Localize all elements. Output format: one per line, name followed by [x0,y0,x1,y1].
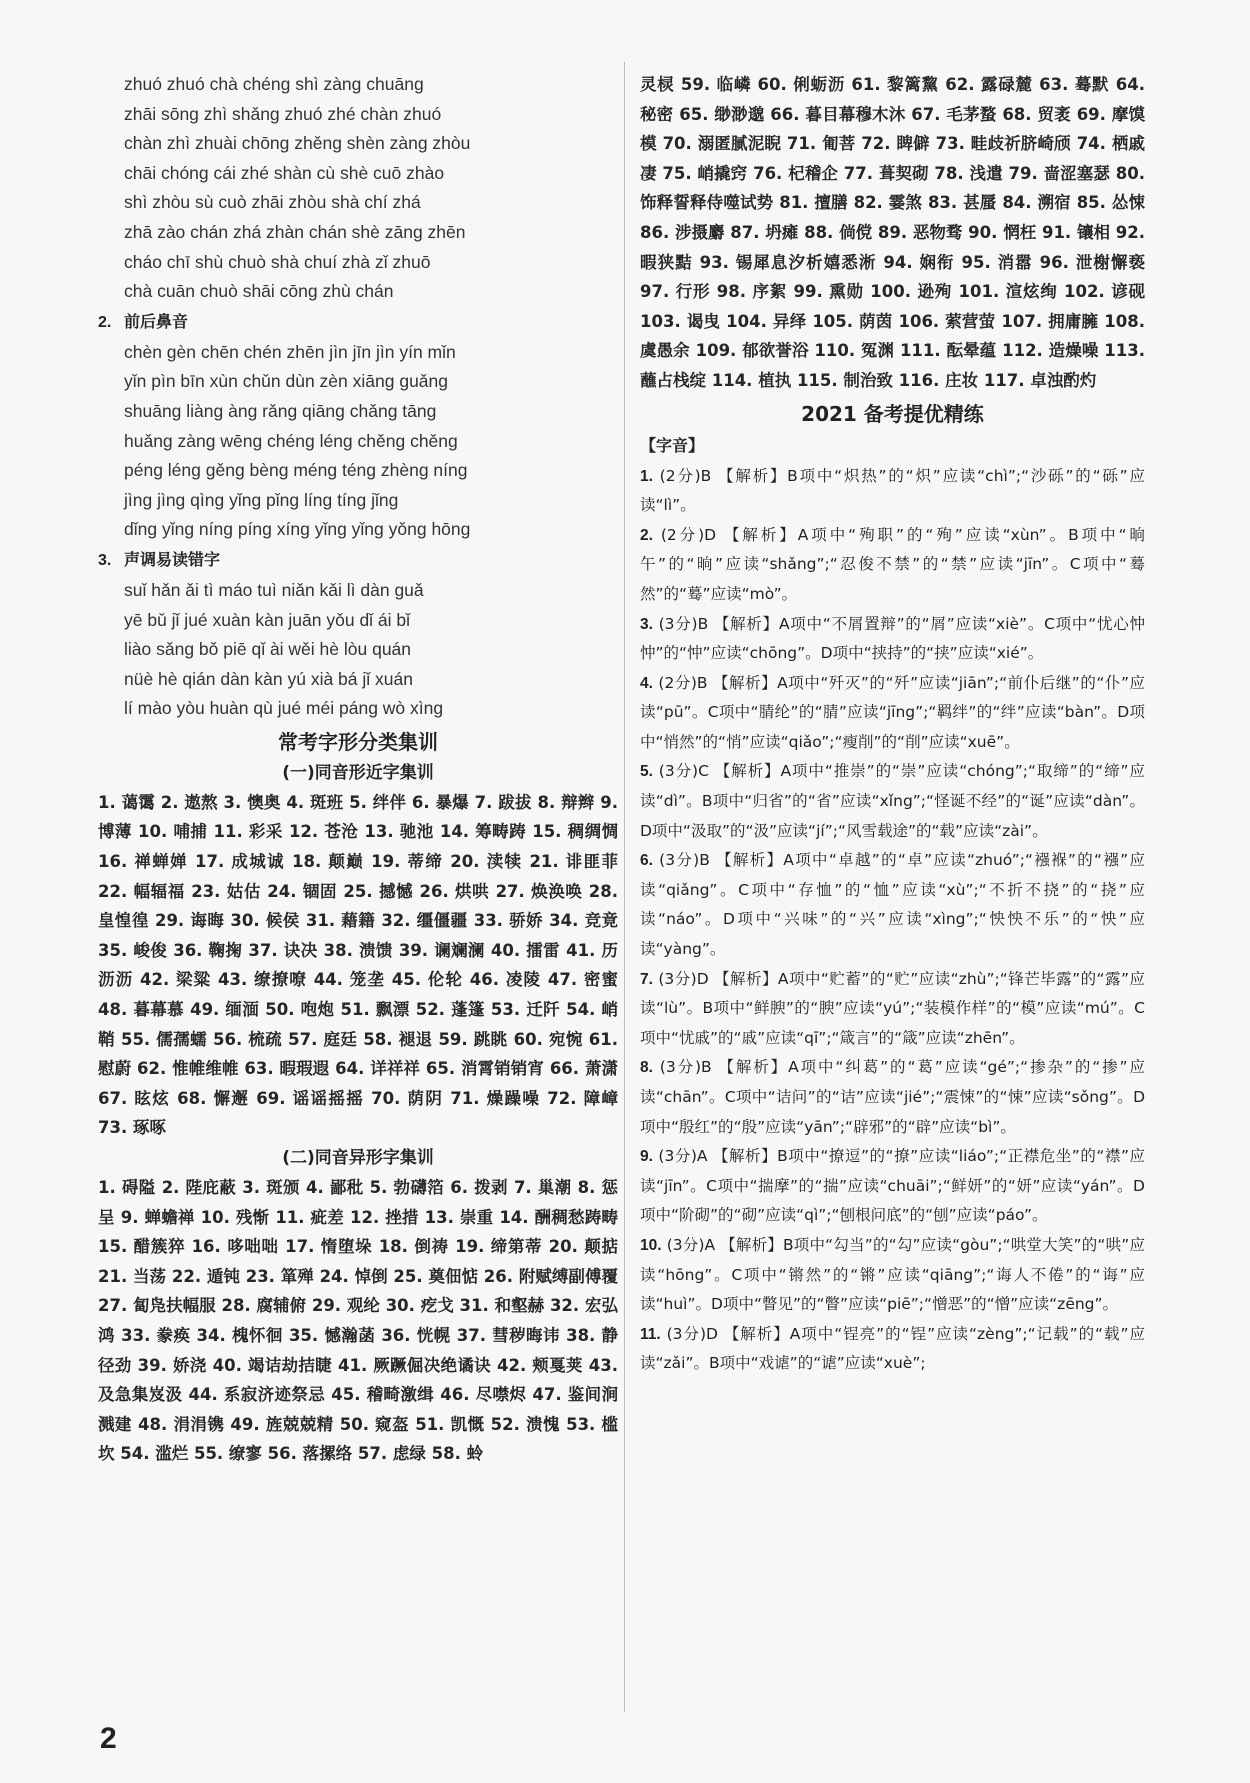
pinyin-block-nasal [98,338,618,545]
question-body: (3分)D 【解析】A项中“贮蓄”的“贮”应读“zhù”;“锋芒毕露”的“露”应读“lù”。B项中“鲜腴”的“腴”应读“yú”;“装模作样”的“模”应读“mú”。C项中“忧戚”的“戚”应读“qī”;“箴言”的“箴”应读“zhēn”。 [640,969,1145,1047]
question-body: (2分)D 【解析】A项中“殉职”的“殉”应读“xùn”。B项中“晌午”的“晌”应读“shǎng”;“忍俊不禁”的“禁”应读“jīn”。C项中“蓦然”的“蓦”应读“mò”。 [640,525,1145,603]
question-body: (3分)A 【解析】B项中“勾当”的“勾”应读“gòu”;“哄堂大笑”的“哄”应读“hōng”。C项中“锵然”的“锵”应读“qiāng”;“诲人不倦”的“诲”应读“huì”。D项中“瞥见”的“瞥”应读“piē”;“憎恶”的“憎”应读“zēng”。 [640,1235,1145,1314]
pinyin-line: yē bǔ jǐ jué xuàn kàn juān yǒu dǐ ái bǐ [124,609,411,630]
pinyin-line: chāi chóng cái zhé shàn cù shè cuō zhào [124,162,445,183]
question-number: 5. [640,763,653,781]
pinyin-line: zhāi sōng zhì shǎng zhuó zhé chàn zhuó [124,103,442,124]
section-heading: 2021 备考提优精练 [801,401,984,426]
pinyin-line: chàn zhì zhuài chōng zhěng shèn zàng zhòu [124,133,471,154]
question-number: 1. [640,467,653,485]
answers-homophone-similar: 1. 蔼霭 2. 遨熬 3. 懊奥 4. 斑班 5. 绊伴 6. 暴爆 7. 跋拔 8. 辩辫 9. 博薄 10. 哺捕 11. 彩采 12. 苍沧 13. 驰池 14. 筹畴踌 15. 稠绸惆 16. 禅蝉婵 17. 成城诚 18. 颠巅 19. 蒂缔 20. 渎犊 21. 诽匪菲 22. 幅辐福 23. 姑估 24. 锢固 25. 撼憾 26. 烘哄 27. 焕涣唤 28. 皇惶徨 29. 诲晦 30. 候侯 31. 藉籍 32. 缰僵疆 33. 骄娇 34. 竞竟 35. 峻俊 36. 鞠掬 37. 诀决 38. 溃馈 39. 谰斓澜 40. 擂雷 41. 历沥沥 42. 梁粱 43. 缭撩嘹 44. 笼垄 45. 伦轮 46. 凌陵 47. 密蜜 48. 暮幕慕 49. 缅湎 50. 咆炮 51. 飘漂 52. 蓬篷 53. 迁阡 54. 峭鞘 55. 儒孺蠕 56. 梳疏 57. 庭廷 58. 褪退 59. 跳眺 60. 宛惋 61. 慰蔚 62. 惟帷维帷 63. 暇瑕遐 64. 详祥祥 65. 消霄销销宵 66. 萧潇 67. 眩炫 68. 懈邂 69. 谣谣摇摇 70. 荫阴 71. 燥躁噪 72. 障嶂 73. 琢啄 [98,792,618,1138]
question-body: (3分)B 【解析】A项中“不屑置辩”的“屑”应读“xiè”。C项中“忧心忡忡”的“忡”应读“chōng”。D项中“挟持”的“挟”应读“xié”。 [640,614,1145,663]
sub-heading-homophone-similar: (一)同音形近字集训 [282,762,434,783]
question-answer [640,610,1145,669]
right-column [640,70,1145,1379]
pinyin-line: cháo chī shù chuò shà chuí zhà zǐ zhuō [124,251,431,272]
question-answer [640,757,1145,846]
column-divider [624,62,625,1712]
pinyin-block-retroflex [98,70,618,307]
page-number: 2 [100,1722,117,1755]
question-body: (2分)B 【解析】B项中“炽热”的“炽”应读“chì”;“沙砾”的“砾”应读“lì”。 [640,466,1145,515]
question-answer [640,462,1145,521]
answers-homophone-different: 1. 碍隘 2. 陛庇蔽 3. 斑颁 4. 鄙秕 5. 勃礴箔 6. 拨剥 7. 巢潮 8. 惩呈 9. 蝉蟾禅 10. 残惭 11. 疵差 12. 挫措 13. 崇重 14. 酬稠愁踌畴 15. 醋簇猝 16. 哆咄咄 17. 惰堕垛 18. 倒祷 19. 缔第蒂 20. 颠掂 21. 当荡 22. 遁钝 23. 箪殚 24. 悼倒 25. 奠佃惦 26. 附赋缚副傅覆 27. 匐凫扶幅服 28. 腐辅俯 29. 观纶 30. 疙戈 31. 和壑赫 32. 宏弘鸿 33. 豢痪 34. 槐怀徊 35. 憾瀚菡 36. 恍幌 37. 彗秽晦讳 38. 静径劲 39. 娇浇 40. 竭诘劫拮睫 41. 厥蹶倔决绝谲诀 42. 颊戛荚 43. 及急集岌汲 44. 系寂济迹祭忌 45. 稽畸激缉 46. 尽噤烬 47. 鉴间涧溅建 48. 涓涓镌 49. 旌兢兢精 50. 窥盔 51. 凯慨 52. 溃愧 53. 槛坎 54. 滥烂 55. 缭寥 56. 落摞络 57. 虑绿 58. 蛉 [98,1178,618,1464]
question-number: 9. [640,1148,653,1166]
pinyin-line: huǎng zàng wēng chéng léng chěng chěng [124,430,458,451]
pinyin-line: shì zhòu sù cuò zhāi zhòu shà chí zhá [124,192,421,213]
pinyin-line: yǐn pìn bīn xùn chǔn dùn zèn xiāng guǎng [124,371,448,392]
sub-heading-homophone-different: (二)同音异形字集训 [282,1148,434,1168]
question-number: 3. [640,615,653,633]
left-column [98,70,618,1469]
pinyin-line: shuāng liàng àng rǎng qiāng chǎng tāng [124,400,437,421]
question-answer [640,669,1145,758]
pinyin-line: nüè hè qián dàn kàn yú xià bá jǐ xuán [124,668,413,689]
question-number: 10. [640,1236,662,1254]
pinyin-line: péng léng gěng bèng méng téng zhèng níng [124,460,468,481]
section-nasal-heading: 2. 前后鼻音 [98,311,189,331]
question-answer [640,965,1145,1054]
question-number: 11. [640,1325,661,1343]
pinyin-line: zhuó zhuó chà chéng shì zàng chuāng [124,74,424,94]
pinyin-line: lí mào yòu huàn qù jué méi páng wò xìng [124,698,444,719]
question-body: (3分)B 【解析】A项中“纠葛”的“葛”应读“gé”;“掺杂”的“掺”应读“chān”。C项中“诘问”的“诘”应读“jié”;“震悚”的“悚”应读“sǒng”。D项中“殷红”的“殷”应读“yān”;“辟邪”的“辟”应读“bì”。 [640,1058,1145,1136]
question-answer [640,846,1145,964]
pinyin-line: zhā zào chán zhá zhàn chán shè zāng zhēn [124,221,466,242]
pinyin-line: dǐng yǐng níng píng xíng yǐng yǐng yǒng hōng [124,519,471,540]
question-number: 7. [640,970,653,988]
question-body: (3分)A 【解析】B项中“撩逗”的“撩”应读“liáo”;“正襟危坐”的“襟”应读“jīn”。C项中“揣摩”的“揣”应读“chuāi”;“鲜妍”的“妍”应读“yán”。D项中“阶砌”的“砌”应读“qì”;“刨根问底”的“刨”应读“páo”。 [640,1147,1145,1225]
section-tone-heading: 3. 声调易读错字 [98,549,221,569]
pinyin-line: chèn gèn chēn chén zhēn jìn jīn jìn yín mǐn [124,341,456,362]
main-heading: 常考字形分类集训 [278,729,438,754]
pinyin-line: suǐ hǎn ǎi tì máo tuì niǎn kǎi lì dàn guǎ [124,579,424,600]
question-number: 8. [640,1059,653,1077]
question-answer [640,521,1145,610]
question-number: 2. [640,526,653,544]
question-body: (3分)B 【解析】A项中“卓越”的“卓”应读“zhuó”;“襁褓”的“襁”应读“qiǎng”。C项中“存恤”的“恤”应读“xù”;“不折不挠”的“挠”应读“náo”。D项中“兴味”的“兴”应读“xìng”;“怏怏不乐”的“怏”应读“yàng”。 [640,851,1145,959]
question-answer [640,1231,1145,1320]
question-body: (2分)B 【解析】A项中“歼灭”的“歼”应读“jiān”;“前仆后继”的“仆”应读“pū”。C项中“腈纶”的“腈”应读“jīng”;“羁绊”的“绊”应读“bàn”。D项中“悄然”的“悄”应读“qiǎo”;“瘦削”的“削”应读“xuē”。 [640,673,1145,751]
pinyin-line: jìng jìng qìng yǐng pǐng líng tíng jǐng [124,489,399,510]
question-number: 4. [640,674,653,692]
answers-continued: 灵棂 59. 临嶙 60. 俐蛎沥 61. 黎篱黧 62. 露碌麓 63. 蓦默 64. 秘密 65. 缈渺邈 66. 暮目幕穆木沐 67. 毛茅蝥 68. 贸袤 69. 摩馍模 70. 溺匿腻泥睨 71. 匍菩 72. 睥僻 73. 畦歧祈脐崎颀 74. 栖戚凄 75. 峭撬窍 76. 杞稽企 77. 葺契砌 78. 浅遣 79. 啬涩塞瑟 80. 饰释誓释侍噬试势 81. 擅膳 82. 霎煞 83. 甚蜃 84. 溯宿 85. 怂悚 86. 涉摄麝 87. 坍瘫 88. 倘傥 89. 恶物骛 90. 惘枉 91. 镶相 92. 暇狭黠 93. 锡犀息汐析嬉悉淅 94. 娴衔 95. 消嚣 96. 泄榭懈亵 97. 行形 98. 序絮 99. 熏勋 100. 逊殉 101. 渲炫绚 102. 谚砚 103. 谒曳 104. 异绎 105. 荫茵 106. 萦营萤 107. 拥庸臃 108. 虞愚余 109. 郁欲誉浴 110. 冤渊 111. 酝晕蕴 112. 造燥噪 113. 蘸占栈绽 114. 植执 115. 制治致 116. 庄妆 117. 卓浊酌灼 [640,75,1145,390]
pinyin-block-tone [98,576,618,724]
pinyin-line: chà cuān chuò shāi cōng zhù chán [124,281,394,302]
question-answer [640,1053,1145,1142]
pinyin-line: liào sǎng bǒ piē qǐ ài wěi hè lòu quán [124,639,412,660]
question-body: (3分)C 【解析】A项中“推崇”的“崇”应读“chóng”;“取缔”的“缔”应读“dì”。B项中“归省”的“省”应读“xǐng”;“怪诞不经”的“诞”应读“dàn”。D项中“汲取”的“汲”应读“jí”;“风雪载途”的“载”应读“zài”。 [640,762,1145,840]
question-answer [640,1320,1145,1379]
question-list [640,462,1145,1379]
pronunciation-tag: 【字音】 [640,435,705,455]
question-number: 6. [640,852,653,870]
question-body: (3分)D 【解析】A项中“锃亮”的“锃”应读“zèng”;“记载”的“载”应读“zǎi”。B项中“戏谑”的“谑”应读“xuè”; [640,1324,1145,1373]
question-answer [640,1142,1145,1231]
section-nasal-title: 前后鼻音 [124,311,189,331]
section-tone-title: 声调易读错字 [124,549,221,569]
